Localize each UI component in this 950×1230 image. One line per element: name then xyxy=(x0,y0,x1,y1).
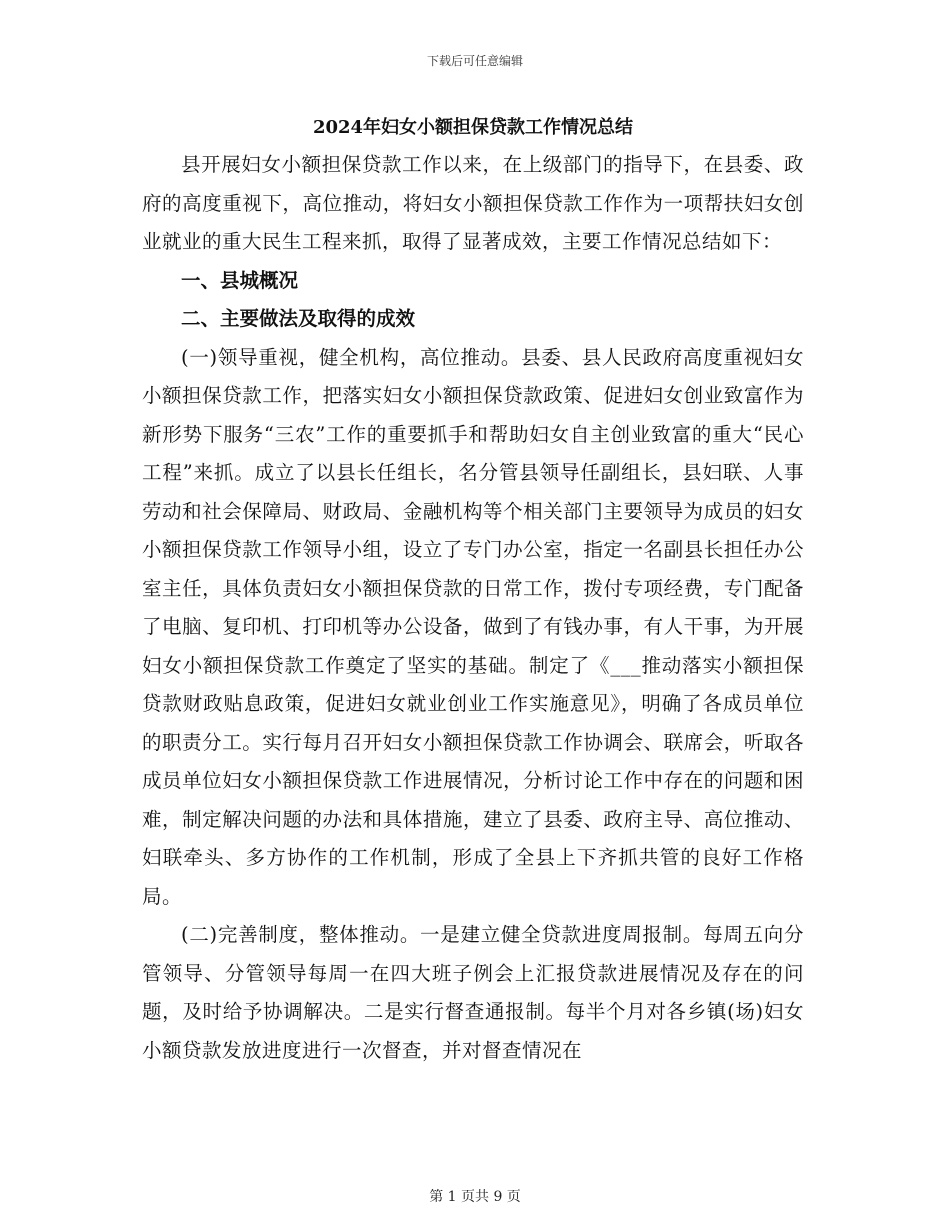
page-number-footer: 第 1 页共 9 页 xyxy=(429,1189,521,1205)
document-body xyxy=(142,110,804,1070)
section-heading-2: 二、主要做法及取得的成效 xyxy=(181,307,416,330)
paragraph-system: (二)完善制度，整体推动。一是建立健全贷款进度周报制。每周五向分管领导、分管领导每周一在四大班子例会上汇报贷款进展情况及存在的问题，及时给予协调解决。二是实行督查通报制。每半个月对各乡镇(场)妇女小额贷款发放进度进行一次督查，并对督查情况在 xyxy=(142,923,804,1062)
intro-paragraph: 县开展妇女小额担保贷款工作以来，在上级部门的指导下，在县委、政府的高度重视下，高位推动，将妇女小额担保贷款工作作为一项帮扶妇女创业就业的重大民生工程来抓，取得了显著成效，主要工作情况总结如下： xyxy=(142,153,804,253)
document-title: 2024年妇女小额担保贷款工作情况总结 xyxy=(312,117,634,138)
paragraph-leadership: (一)领导重视，健全机构，高位推动。县委、县人民政府高度重视妇女小额担保贷款工作，把落实妇女小额担保贷款政策、促进妇女创业致富作为新形势下服务“三农”工作的重要抓手和帮助妇女自主创业致富的重大“民心工程”来抓。成立了以县长任组长，名分管县领导任副组长，县妇联、人事劳动和社会保障局、财政局、金融机构等个相关部门主要领导为成员的妇女小额担保贷款工作领导小组，设立了专门办公室，指定一名副县长担任办公室主任，具体负责妇女小额担保贷款的日常工作，拨付专项经费，专门配备了电脑、复印机、打印机等办公设备，做到了有钱办事，有人干事，为开展妇女小额担保贷款工作奠定了坚实的基础。制定了《___推动落实小额担保贷款财政贴息政策，促进妇女就业创业工作实施意见》，明确了各成员单位的职责分工。实行每月召开妇女小额担保贷款工作协调会、联席会，听取各成员单位妇女小额担保贷款工作进展情况，分析讨论工作中存在的问题和困难，制定解决问题的办法和具体措施，建立了县委、政府主导、高位推动、妇联牵头、多方协作的工作机制，形成了全县上下齐抓共管的良好工作格局。 xyxy=(142,345,804,908)
section-heading-1: 一、县城概况 xyxy=(181,268,299,292)
header-note: 下载后可任意编辑 xyxy=(426,54,523,68)
